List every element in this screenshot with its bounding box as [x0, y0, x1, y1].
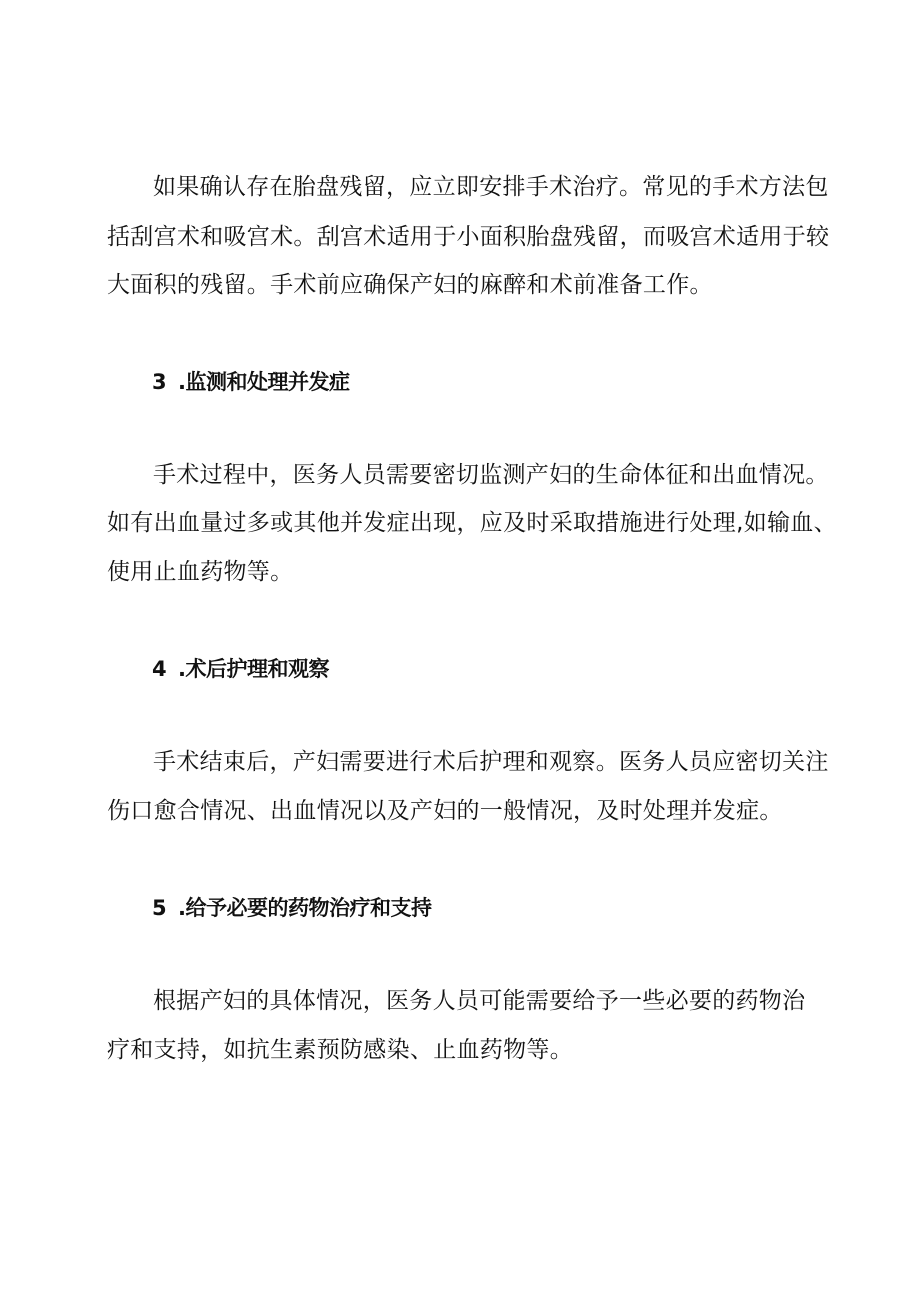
paragraph-2-line-2: 如有出血量过多或其他并发症出现，应及时采取措施进行处理,如输血、: [107, 510, 837, 536]
paragraph-3-line-1: 手术结束后，产妇需要进行术后护理和观察。医务人员应密切关注: [153, 749, 829, 775]
paragraph-2-line-1: 手术过程中，医务人员需要密切监测产妇的生命体征和出血情况。: [153, 462, 829, 488]
paragraph-3-line-2: 伤口愈合情况、出血情况以及产妇的一般情况，及时处理并发症。: [107, 798, 783, 824]
section-number-4: 4: [152, 657, 167, 681]
paragraph-1-line-3: 大面积的残留。手术前应确保产妇的麻醉和术前准备工作。: [107, 272, 713, 298]
section-heading-3: [152, 367, 349, 397]
section-heading-5: [152, 893, 431, 923]
section-heading-4: [152, 654, 329, 684]
section-title-4: .术后护理和观察: [178, 657, 329, 681]
section-number-5: 5: [152, 896, 167, 920]
paragraph-1-line-1: 如果确认存在胎盘残留，应立即安排手术治疗。常见的手术方法包: [153, 174, 829, 200]
paragraph-2-line-3: 使用止血药物等。: [107, 559, 294, 585]
paragraph-4-line-1: 根据产妇的具体情况，医务人员可能需要给予一些必要的药物治: [153, 988, 806, 1014]
paragraph-1-line-2: 括刮宫术和吸宫术。刮宫术适用于小面积胎盘残留，而吸宫术适用于较: [107, 224, 830, 250]
section-number-3: 3: [152, 370, 167, 394]
section-title-3: .监测和处理并发症: [178, 370, 350, 394]
paragraph-4-line-2: 疗和支持，如抗生素预防感染、止血药物等。: [107, 1037, 573, 1063]
section-title-5: .给予必要的药物治疗和支持: [178, 896, 432, 920]
